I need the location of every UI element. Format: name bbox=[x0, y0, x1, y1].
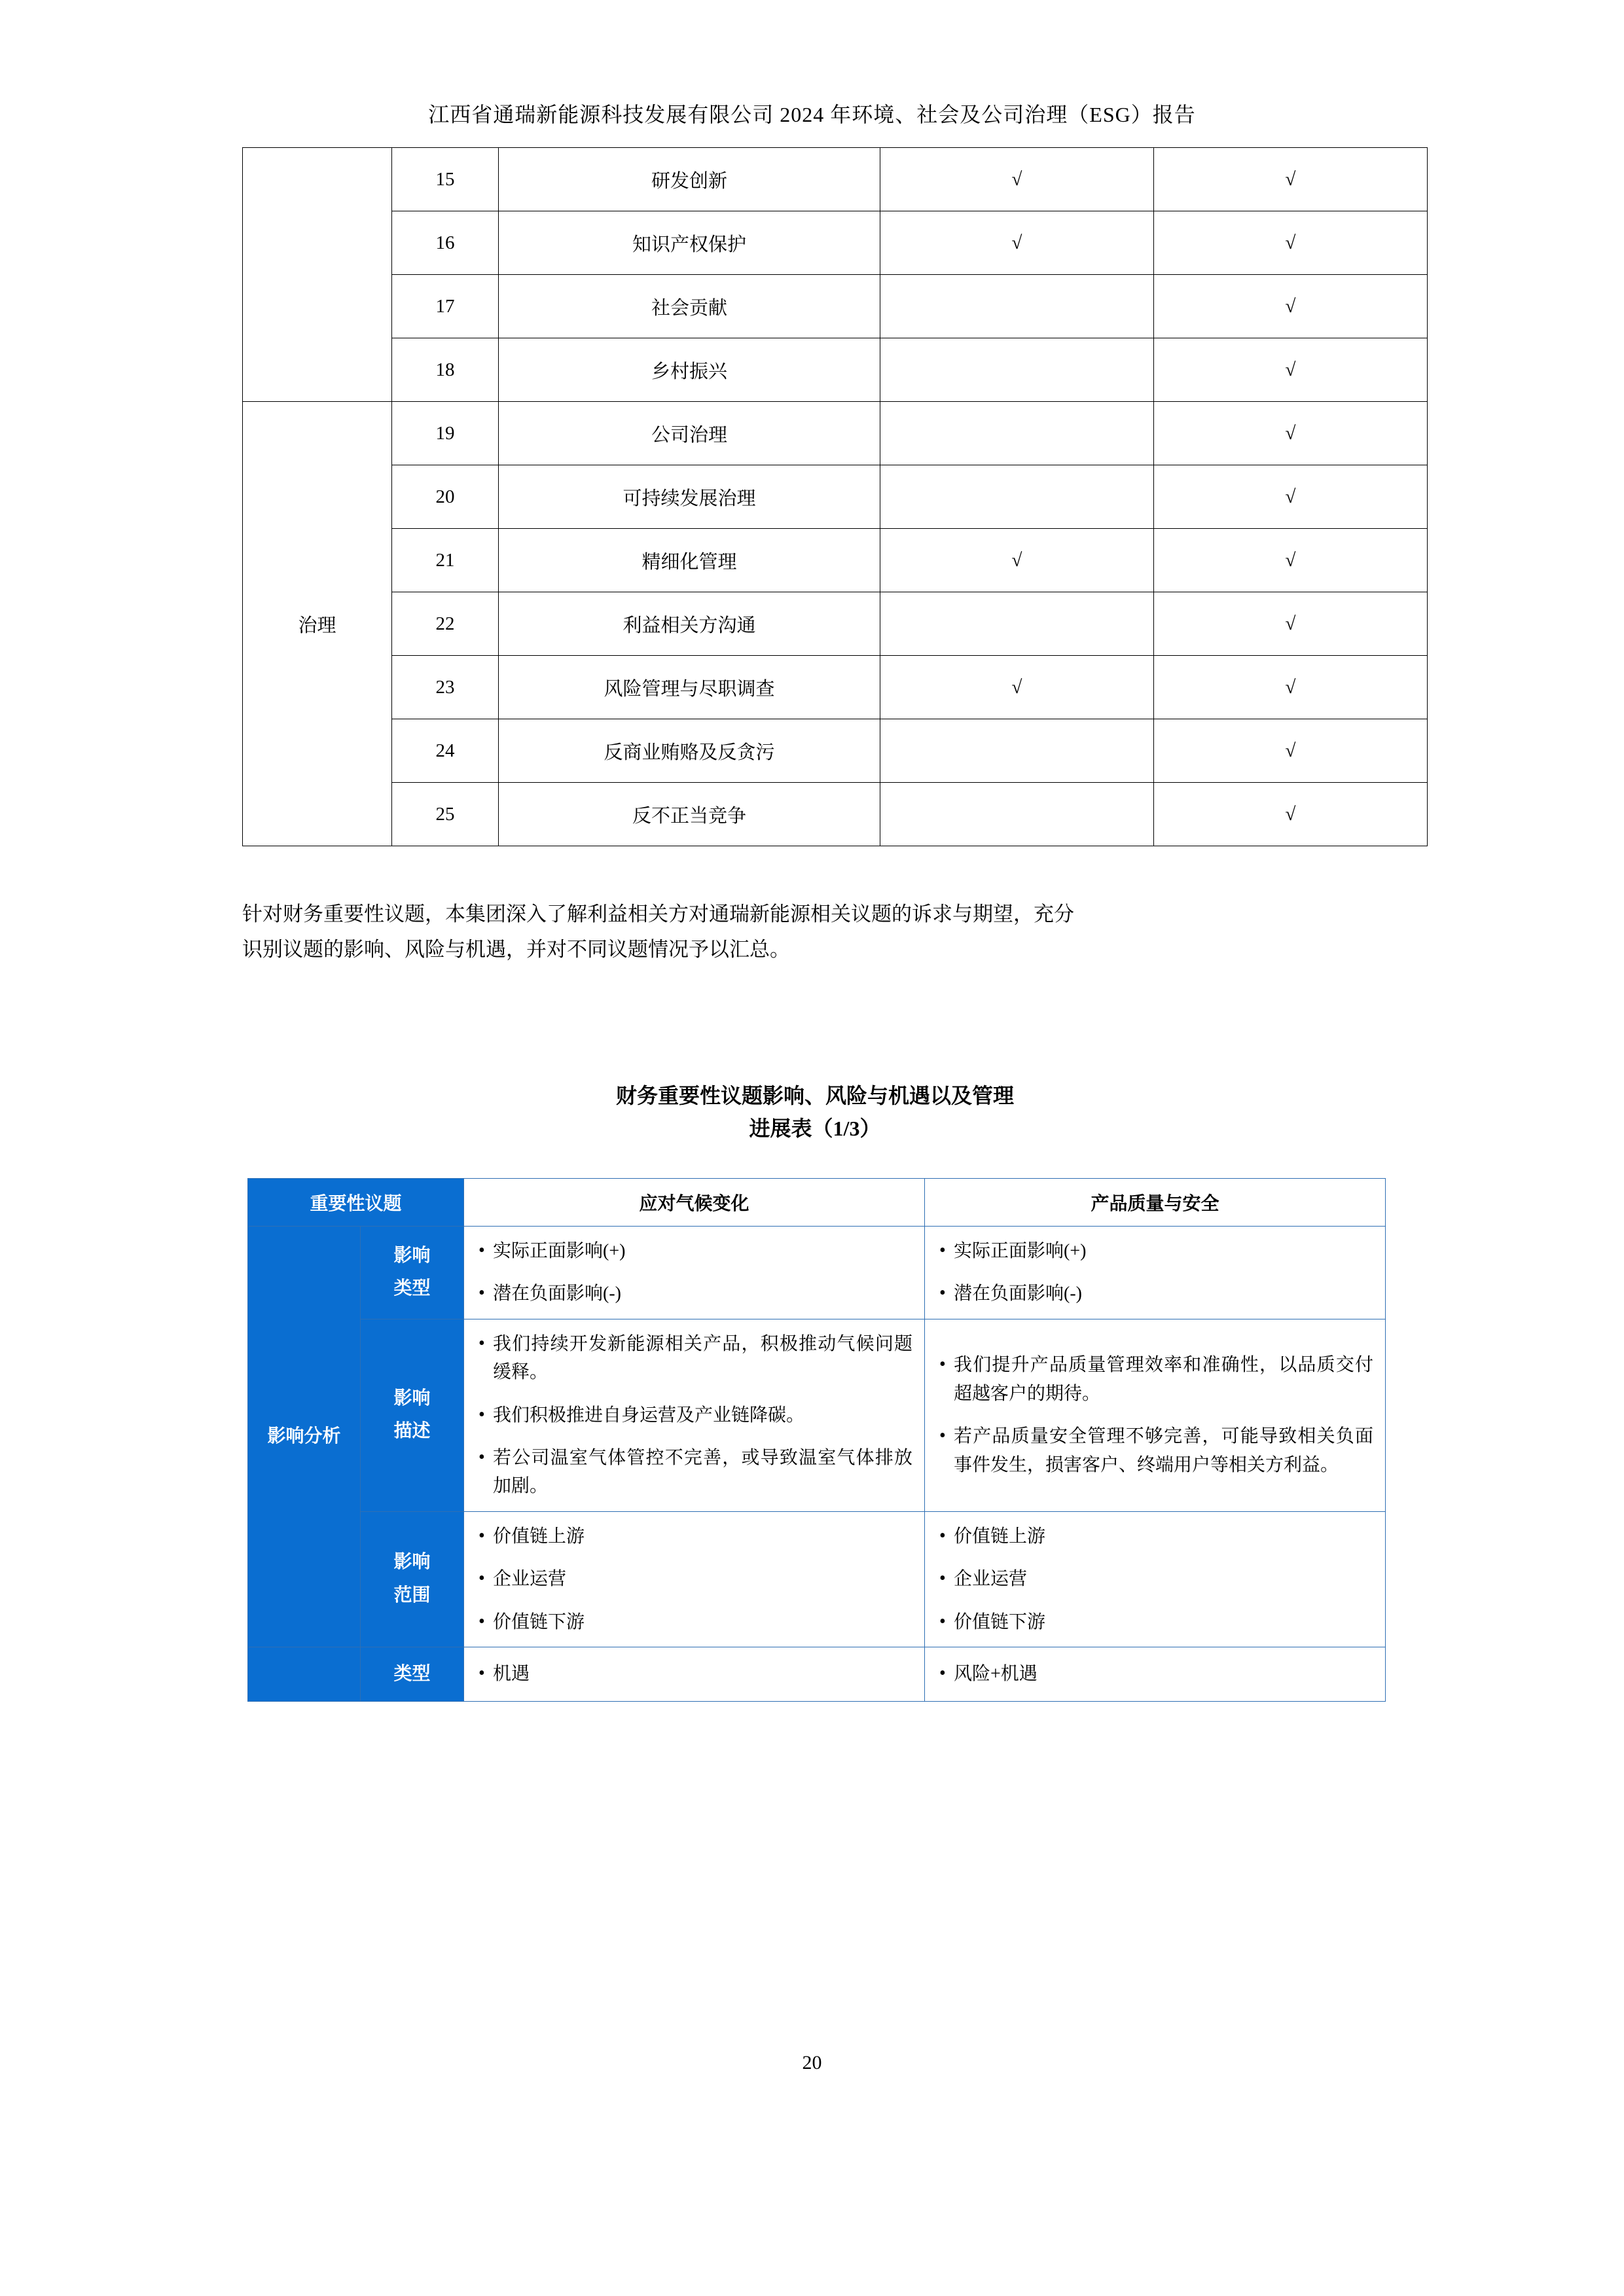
mark-column-2: √ bbox=[1154, 148, 1428, 211]
bullet-list bbox=[476, 1660, 912, 1688]
subrow-label-line-1: 影响 bbox=[393, 1388, 431, 1408]
list-item: • 潜在负面影响(-) bbox=[476, 1280, 912, 1308]
table-row bbox=[243, 783, 1428, 846]
list-item: • 我们提升产品质量管理效率和准确性，以品质交付超越客户的期待。 bbox=[937, 1351, 1373, 1408]
subrow-label-line-1: 影响 bbox=[393, 1246, 431, 1266]
topic-name: 乡村振兴 bbox=[499, 338, 880, 402]
topic-name: 精细化管理 bbox=[499, 529, 880, 592]
bullet-list bbox=[937, 1522, 1373, 1636]
category-cell-governance: 治理 bbox=[243, 402, 392, 846]
table-row bbox=[243, 529, 1428, 592]
mark-column-2: √ bbox=[1154, 338, 1428, 402]
subrow-label-line-1: 影响 bbox=[393, 1552, 431, 1573]
mark-column-2: √ bbox=[1154, 719, 1428, 783]
table-row-type bbox=[248, 1647, 1386, 1701]
mark-column-2: √ bbox=[1154, 592, 1428, 656]
subrow-label-impact-description bbox=[361, 1319, 464, 1511]
row-number: 23 bbox=[392, 656, 499, 719]
mark-column-2: √ bbox=[1154, 402, 1428, 465]
row-number: 25 bbox=[392, 783, 499, 846]
topic-name: 知识产权保护 bbox=[499, 211, 880, 275]
list-item: • 价值链下游 bbox=[476, 1608, 912, 1636]
table-row bbox=[243, 275, 1428, 338]
row-number: 17 bbox=[392, 275, 499, 338]
header-column-climate: 应对气候变化 bbox=[464, 1179, 925, 1227]
table-row bbox=[243, 656, 1428, 719]
list-item: • 若产品质量安全管理不够完善，可能导致相关负面事件发生，损害客户、终端用户等相关方利益。 bbox=[937, 1422, 1373, 1479]
mark-column-1: √ bbox=[880, 529, 1154, 592]
list-item: • 机遇 bbox=[476, 1660, 912, 1688]
cell-climate-impact-description bbox=[464, 1319, 925, 1511]
list-item: • 实际正面影响(+) bbox=[476, 1237, 912, 1265]
table-row bbox=[243, 402, 1428, 465]
topic-name: 研发创新 bbox=[499, 148, 880, 211]
row-number: 19 bbox=[392, 402, 499, 465]
materiality-topic-table-container bbox=[242, 147, 1384, 846]
side-label-empty bbox=[248, 1647, 361, 1701]
paragraph-line-2: 识别议题的影响、风险与机遇，并对不同议题情况予以汇总。 bbox=[242, 938, 790, 961]
list-item: • 价值链下游 bbox=[937, 1608, 1373, 1636]
category-cell bbox=[243, 148, 392, 402]
cell-quality-impact-description bbox=[925, 1319, 1386, 1511]
table-row bbox=[243, 465, 1428, 529]
list-item: • 企业运营 bbox=[937, 1565, 1373, 1593]
mark-column-1 bbox=[880, 783, 1154, 846]
mark-column-2: √ bbox=[1154, 529, 1428, 592]
materiality-topic-table bbox=[242, 147, 1428, 846]
mark-column-1: √ bbox=[880, 656, 1154, 719]
mark-column-2: √ bbox=[1154, 465, 1428, 529]
bullet-list bbox=[937, 1237, 1373, 1308]
table-row bbox=[243, 592, 1428, 656]
side-label-impact-analysis bbox=[248, 1227, 361, 1647]
row-number: 21 bbox=[392, 529, 499, 592]
mark-column-2: √ bbox=[1154, 275, 1428, 338]
header-corner-label: 重要性议题 bbox=[248, 1179, 464, 1227]
mark-column-1 bbox=[880, 465, 1154, 529]
list-item: • 企业运营 bbox=[476, 1565, 912, 1593]
table-title-line-2: 进展表（1/3） bbox=[749, 1116, 881, 1140]
header-column-quality: 产品质量与安全 bbox=[925, 1179, 1386, 1227]
mark-column-1 bbox=[880, 402, 1154, 465]
list-item: • 价值链上游 bbox=[476, 1522, 912, 1551]
financial-materiality-table bbox=[247, 1178, 1386, 1702]
cell-climate-type bbox=[464, 1647, 925, 1701]
bullet-list bbox=[937, 1351, 1373, 1479]
cell-climate-impact-type bbox=[464, 1227, 925, 1319]
subrow-label-impact-scope bbox=[361, 1511, 464, 1647]
table-row-impact-scope bbox=[248, 1511, 1386, 1647]
row-number: 18 bbox=[392, 338, 499, 402]
topic-name: 公司治理 bbox=[499, 402, 880, 465]
cell-quality-type bbox=[925, 1647, 1386, 1701]
financial-materiality-table-container bbox=[247, 1178, 1622, 1702]
subrow-label-line-2: 描述 bbox=[393, 1421, 431, 1442]
bullet-list bbox=[476, 1330, 912, 1501]
cell-quality-impact-scope bbox=[925, 1511, 1386, 1647]
mark-column-1 bbox=[880, 275, 1154, 338]
mark-column-2: √ bbox=[1154, 656, 1428, 719]
list-item: • 潜在负面影响(-) bbox=[937, 1280, 1373, 1308]
financial-materiality-table-title bbox=[242, 1080, 1388, 1145]
mark-column-1 bbox=[880, 338, 1154, 402]
row-number: 24 bbox=[392, 719, 499, 783]
table-row bbox=[243, 148, 1428, 211]
list-item: • 价值链上游 bbox=[937, 1522, 1373, 1551]
body-paragraph bbox=[242, 897, 1388, 968]
page-number: 20 bbox=[802, 2052, 822, 2073]
row-number: 20 bbox=[392, 465, 499, 529]
row-number: 16 bbox=[392, 211, 499, 275]
subrow-label-type bbox=[361, 1647, 464, 1701]
paragraph-line-1: 针对财务重要性议题，本集团深入了解利益相关方对通瑞新能源相关议题的诉求与期望，充分 bbox=[242, 903, 1074, 925]
mark-column-1: √ bbox=[880, 148, 1154, 211]
table-header-row bbox=[248, 1179, 1386, 1227]
topic-name: 可持续发展治理 bbox=[499, 465, 880, 529]
subrow-label-line-1: 类型 bbox=[393, 1663, 431, 1684]
list-item: • 我们持续开发新能源相关产品，积极推动气候问题缓释。 bbox=[476, 1330, 912, 1387]
mark-column-1: √ bbox=[880, 211, 1154, 275]
topic-name: 社会贡献 bbox=[499, 275, 880, 338]
table-row-impact-type bbox=[248, 1227, 1386, 1319]
list-item: • 我们积极推进自身运营及产业链降碳。 bbox=[476, 1401, 912, 1429]
topic-name: 风险管理与尽职调查 bbox=[499, 656, 880, 719]
bullet-list bbox=[476, 1237, 912, 1308]
table-row bbox=[243, 719, 1428, 783]
mark-column-1 bbox=[880, 592, 1154, 656]
mark-column-1 bbox=[880, 719, 1154, 783]
table-row-impact-description bbox=[248, 1319, 1386, 1511]
cell-climate-impact-scope bbox=[464, 1511, 925, 1647]
side-label-text: 影响分析 bbox=[267, 1426, 341, 1446]
row-number: 15 bbox=[392, 148, 499, 211]
mark-column-2: √ bbox=[1154, 211, 1428, 275]
topic-name: 反商业贿赂及反贪污 bbox=[499, 719, 880, 783]
list-item: • 风险+机遇 bbox=[937, 1660, 1373, 1688]
subrow-label-line-2: 范围 bbox=[393, 1585, 431, 1605]
subrow-label-line-2: 类型 bbox=[393, 1278, 431, 1299]
subrow-label-impact-type bbox=[361, 1227, 464, 1319]
bullet-list bbox=[937, 1660, 1373, 1688]
header-title: 江西省通瑞新能源科技发展有限公司 2024 年环境、社会及公司治理（ESG）报告 bbox=[428, 103, 1196, 126]
cell-quality-impact-type bbox=[925, 1227, 1386, 1319]
topic-name: 利益相关方沟通 bbox=[499, 592, 880, 656]
topic-name: 反不正当竞争 bbox=[499, 783, 880, 846]
table-row bbox=[243, 211, 1428, 275]
list-item: • 实际正面影响(+) bbox=[937, 1237, 1373, 1265]
list-item: • 若公司温室气体管控不完善，或导致温室气体排放加剧。 bbox=[476, 1444, 912, 1501]
bullet-list bbox=[476, 1522, 912, 1636]
row-number: 22 bbox=[392, 592, 499, 656]
mark-column-2: √ bbox=[1154, 783, 1428, 846]
table-row bbox=[243, 338, 1428, 402]
page-header bbox=[0, 98, 1624, 128]
table-title-line-1: 财务重要性议题影响、风险与机遇以及管理 bbox=[615, 1084, 1014, 1107]
